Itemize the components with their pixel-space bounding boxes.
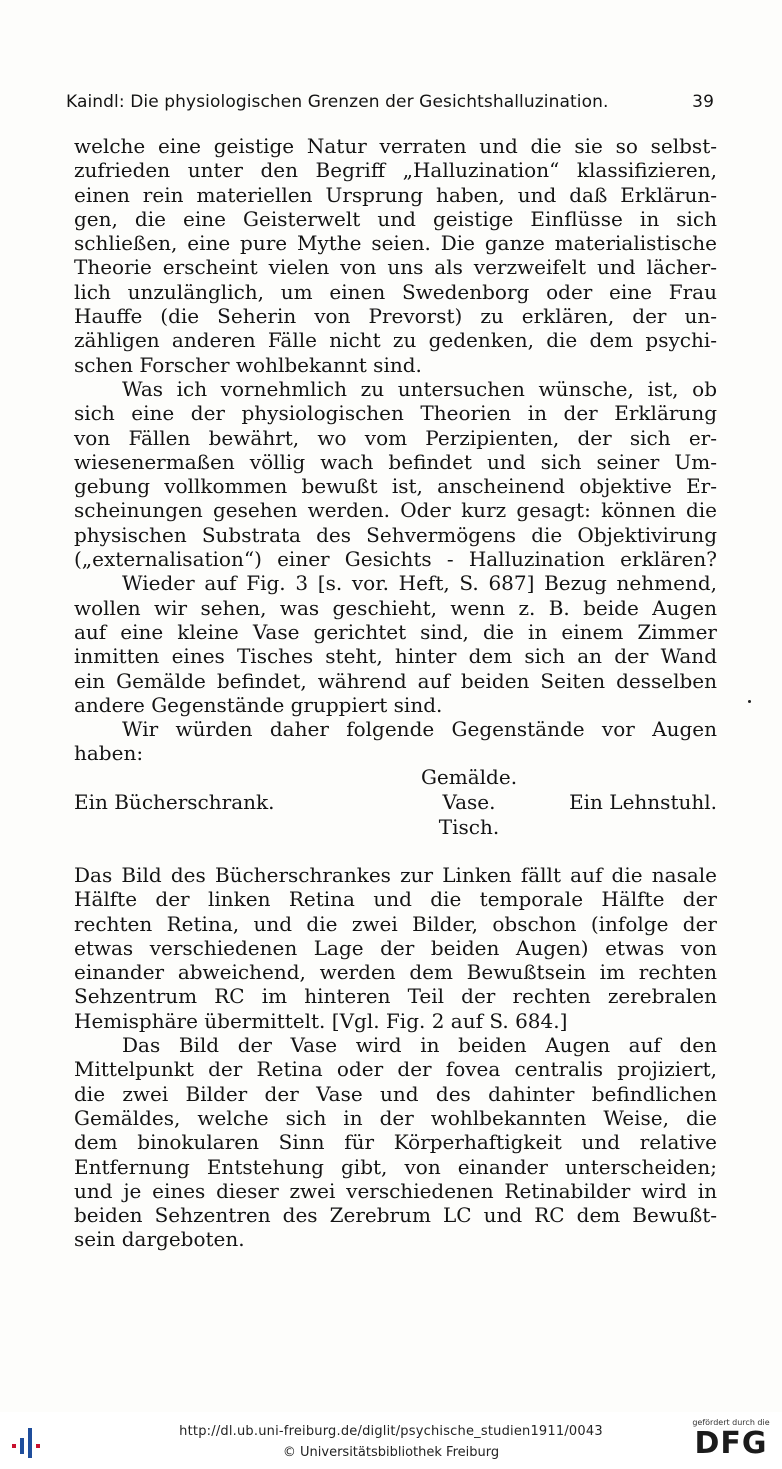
text-line: wollen wir sehen, was geschieht, wenn z. B. beide Augen [74, 595, 717, 620]
text-line: Entfernung Entstehung gibt, von einander unterscheiden; [74, 1154, 717, 1179]
figure-label-table: Tisch. [438, 815, 500, 839]
dfg-funding-note: gefördert durch die [692, 1418, 770, 1427]
figure-label-vase: Vase. [442, 790, 496, 814]
margin-speck [748, 700, 751, 703]
text-line: Mittelpunkt der Retina oder der fovea centralis projiziert, [74, 1057, 717, 1082]
source-url-link[interactable]: http://dl.ub.uni-freiburg.de/diglit/psychische_studien1911/0043 [179, 1424, 603, 1439]
text-block-lower [74, 863, 717, 1252]
text-line: Hälfte der linken Retina und die temporale Hälfte der [74, 887, 717, 912]
text-line: einander abweichend, werden dem Bewußtsein im rechten [74, 960, 717, 985]
figure-label-bookcase: Ein Bücherschrank. [74, 790, 275, 814]
text-line: und je eines dieser zwei verschiedenen Retinabilder wird in [74, 1178, 717, 1203]
text-line: einen rein materiellen Ursprung haben, und daß Erklärun- [74, 182, 717, 207]
dfg-logo-text: DFG [694, 1426, 768, 1461]
footer-bar [0, 1412, 782, 1469]
text-line: Das Bild der Vase wird in beiden Augen auf den [122, 1033, 717, 1058]
figure-label-armchair: Ein Lehnstuhl. [569, 790, 717, 814]
text-line: Was ich vornehmlich zu untersuchen wünsche, ist, ob [122, 376, 717, 401]
text-line: schließen, eine pure Mythe seien. Die ganze materialistische [74, 231, 717, 256]
text-line: wiesenermaßen völlig wach befindet und sich seiner Um- [74, 449, 717, 474]
text-line: zähligen anderen Fälle nicht zu gedenken, die dem psychi- [74, 328, 717, 353]
dfg-logo-icon [690, 1418, 772, 1460]
text-line: Hauffe (die Seherin von Prevorst) zu erklären, der un- [74, 304, 717, 329]
text-line: Wieder auf Fig. 3 [s. vor. Heft, S. 687] Bezug nehmend, [122, 571, 717, 596]
text-line: Das Bild des Bücherschrankes zur Linken fällt auf die nasale [74, 863, 717, 887]
text-line: rechten Retina, und die zwei Bilder, obschon (infolge der [74, 911, 717, 936]
text-line: („externalisation“) einer Gesichts - Halluzination erklären? [74, 547, 717, 572]
text-line: sein dargeboten. [74, 1227, 245, 1252]
figure-label-painting: Gemälde. [420, 765, 518, 789]
text-line: Hemisphäre übermittelt. [Vgl. Fig. 2 auf S. 684.] [74, 1008, 568, 1033]
text-line: ein Gemälde befindet, während auf beiden Seiten desselben [74, 668, 717, 693]
text-line: inmitten eines Tisches steht, hinter dem sich an der Wand [74, 644, 717, 669]
text-line: sich eine der physiologischen Theorien in der Erklärung [74, 401, 717, 426]
text-line: dem binokularen Sinn für Körperhaftigkeit und relative [74, 1130, 717, 1155]
text-line: etwas verschiedenen Lage der beiden Augen) etwas von [74, 935, 717, 960]
copyright-notice: © Universitätsbibliothek Freiburg [282, 1445, 500, 1460]
text-line: Sehzentrum RC im hinteren Teil der rechten zerebralen [74, 984, 717, 1009]
text-block-upper [74, 134, 717, 766]
text-line: lich unzulänglich, um einen Swedenborg oder eine Frau [74, 279, 717, 304]
text-line: Gemäldes, welche sich in der wohlbekannten Weise, die [74, 1105, 717, 1130]
text-line: Theorie erscheint vielen von uns als verzweifelt und lächer- [74, 255, 717, 280]
text-line: schen Forscher wohlbekannt sind. [74, 352, 422, 377]
text-line: zufrieden unter den Begriff „Halluzination“ klassifizieren, [74, 158, 717, 183]
page-number: 39 [692, 92, 714, 112]
text-line: gebung vollkommen bewußt ist, anscheinend objektive Er- [74, 474, 717, 499]
text-line: beiden Sehzentren des Zerebrum LC und RC dem Bewußt- [74, 1203, 717, 1228]
text-line: physischen Substrata des Sehvermögens die Objektivirung [74, 522, 717, 547]
object-arrangement-figure [74, 765, 717, 840]
running-header [66, 92, 716, 112]
text-line: von Fällen bewährt, wo vom Perzipienten, der sich er- [74, 425, 717, 450]
text-line: auf eine kleine Vase gerichtet sind, die in einem Zimmer [74, 619, 717, 644]
text-line: andere Gegenstände gruppiert sind. [74, 692, 443, 717]
text-line: scheinungen gesehen werden. Oder kurz gesagt: können die [74, 498, 717, 523]
text-line: welche eine geistige Natur verraten und die sie so selbst- [74, 134, 717, 158]
text-line: gen, die eine Geisterwelt und geistige Einflüsse in sich [74, 206, 717, 231]
text-line: Wir würden daher folgende Gegenstände vor Augen [122, 717, 717, 742]
text-line: die zwei Bilder der Vase und des dahinter befindlichen [74, 1081, 717, 1106]
running-title: Kaindl: Die physiologischen Grenzen der Gesichtshalluzination. [66, 92, 609, 112]
text-line: haben: [74, 741, 144, 766]
